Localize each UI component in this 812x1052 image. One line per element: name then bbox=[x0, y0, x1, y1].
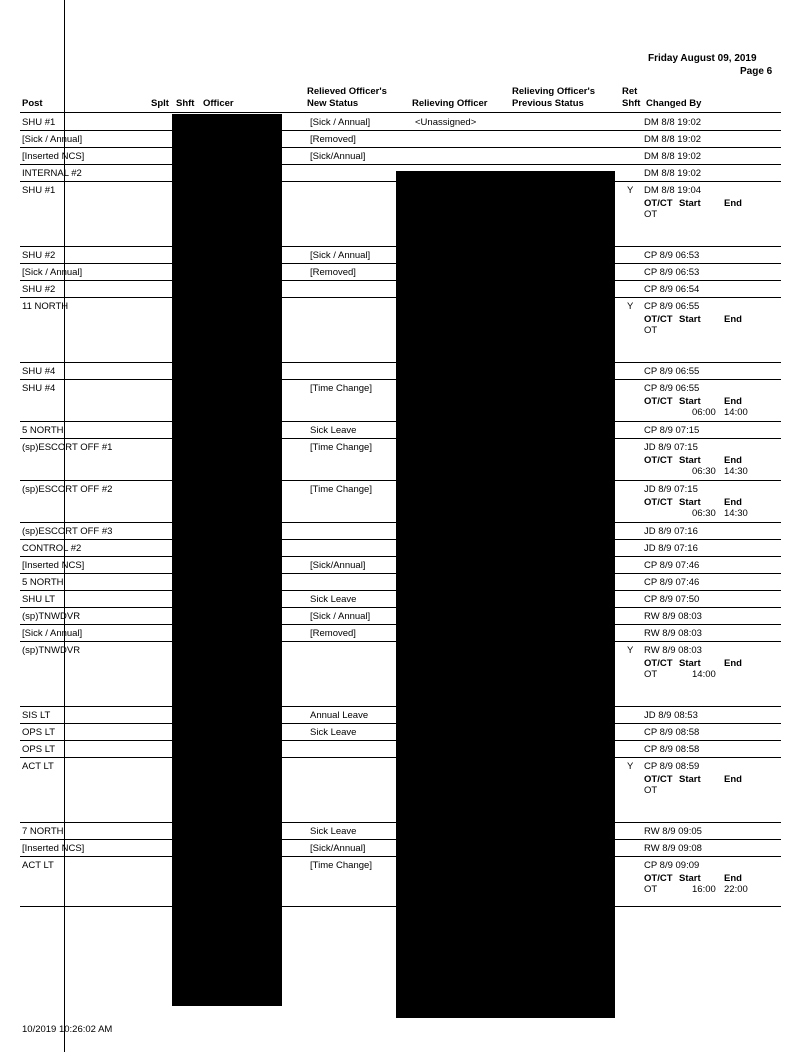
row-changed-by: JD 8/9 07:16 bbox=[644, 526, 698, 537]
row-post: SHU #4 bbox=[22, 383, 56, 394]
row-changed-by: CP 8/9 08:58 bbox=[644, 727, 700, 738]
ot-label-otct: OT/CT bbox=[644, 658, 673, 669]
row-post: (sp)ESCORT OFF #2 bbox=[22, 484, 113, 495]
row-post: OPS LT bbox=[22, 727, 56, 738]
col-ret-1: Ret bbox=[622, 86, 638, 97]
row-relieved-status: [Time Change] bbox=[310, 442, 372, 453]
row-post: OPS LT bbox=[22, 744, 56, 755]
ot-end: 14:00 bbox=[724, 407, 748, 418]
row-changed-by: RW 8/9 09:05 bbox=[644, 826, 702, 837]
row-relieved-status: [Sick / Annual] bbox=[310, 250, 371, 261]
ot-label-end: End bbox=[724, 314, 742, 325]
row-changed-by: CP 8/9 06:55 bbox=[644, 301, 700, 312]
ot-label-start: Start bbox=[679, 873, 701, 884]
ot-label-start: Start bbox=[679, 455, 701, 466]
row-changed-by: CP 8/9 06:54 bbox=[644, 284, 700, 295]
col-splt: Splt bbox=[151, 98, 169, 109]
ot-label-otct: OT/CT bbox=[644, 873, 673, 884]
ot-type: OT bbox=[644, 669, 658, 680]
row-post: (sp)TNWDVR bbox=[22, 611, 81, 622]
row-post: [Inserted NCS] bbox=[22, 151, 85, 162]
ot-label-end: End bbox=[724, 774, 742, 785]
ot-start: 06:30 bbox=[692, 466, 716, 477]
ot-label-otct: OT/CT bbox=[644, 396, 673, 407]
col-relieving-officer: Relieving Officer bbox=[412, 98, 488, 109]
col-relieved-status-2: New Status bbox=[307, 98, 359, 109]
row-relieved-status: Sick Leave bbox=[310, 425, 357, 436]
ot-label-end: End bbox=[724, 198, 742, 209]
ot-label-end: End bbox=[724, 455, 742, 466]
ot-type: OT bbox=[644, 325, 658, 336]
row-post: 5 NORTH bbox=[22, 577, 64, 588]
ot-end: 22:00 bbox=[724, 884, 748, 895]
row-post: (sp)ESCORT OFF #3 bbox=[22, 526, 113, 537]
col-relieved-status-1: Relieved Officer's bbox=[307, 86, 387, 97]
row-post: SIS LT bbox=[22, 710, 51, 721]
row-relieved-status: Sick Leave bbox=[310, 727, 357, 738]
row-relieved-status: [Removed] bbox=[310, 267, 356, 278]
row-post: 11 NORTH bbox=[22, 301, 69, 312]
row-changed-by: CP 8/9 07:50 bbox=[644, 594, 700, 605]
ot-label-start: Start bbox=[679, 198, 701, 209]
col-ret-2: Shft bbox=[622, 98, 641, 109]
ot-label-end: End bbox=[724, 658, 742, 669]
row-post: ACT LT bbox=[22, 761, 54, 772]
row-changed-by: CP 8/9 06:55 bbox=[644, 383, 700, 394]
row-post: (sp)TNWDVR bbox=[22, 645, 81, 656]
row-ret-shift: Y bbox=[627, 301, 634, 312]
row-ret-shift: Y bbox=[627, 185, 634, 196]
ot-start: 14:00 bbox=[692, 669, 716, 680]
row-changed-by: RW 8/9 08:03 bbox=[644, 628, 702, 639]
row-post: 7 NORTH bbox=[22, 826, 64, 837]
ot-label-end: End bbox=[724, 497, 742, 508]
row-relieved-status: Sick Leave bbox=[310, 826, 357, 837]
table-row bbox=[20, 148, 781, 165]
redaction-officer bbox=[172, 114, 282, 1006]
row-relieved-status: [Sick/Annual] bbox=[310, 560, 366, 571]
ot-label-start: Start bbox=[679, 774, 701, 785]
row-post: [Sick / Annual] bbox=[22, 267, 83, 278]
row-post: [Inserted NCS] bbox=[22, 843, 85, 854]
row-post: INTERNAL #2 bbox=[22, 168, 82, 179]
ot-type: OT bbox=[644, 209, 658, 220]
row-changed-by: JD 8/9 08:53 bbox=[644, 710, 698, 721]
ot-label-end: End bbox=[724, 873, 742, 884]
row-changed-by: DM 8/8 19:02 bbox=[644, 134, 702, 145]
row-changed-by: DM 8/8 19:02 bbox=[644, 151, 702, 162]
col-post: Post bbox=[22, 98, 43, 109]
ot-end: 14:30 bbox=[724, 466, 748, 477]
row-post: [Sick / Annual] bbox=[22, 628, 83, 639]
row-changed-by: RW 8/9 08:03 bbox=[644, 645, 702, 656]
row-changed-by: DM 8/8 19:02 bbox=[644, 117, 702, 128]
redaction-relieving bbox=[396, 171, 615, 1018]
row-relieved-status: Sick Leave bbox=[310, 594, 357, 605]
row-post: [Sick / Annual] bbox=[22, 134, 83, 145]
ot-label-otct: OT/CT bbox=[644, 198, 673, 209]
row-relieved-status: [Sick / Annual] bbox=[310, 611, 371, 622]
row-post: SHU #4 bbox=[22, 366, 56, 377]
row-relieved-status: Annual Leave bbox=[310, 710, 369, 721]
row-relieved-status: [Time Change] bbox=[310, 383, 372, 394]
row-relieved-status: [Time Change] bbox=[310, 860, 372, 871]
print-timestamp: 10/2019 10:26:02 AM bbox=[22, 1024, 113, 1035]
col-changed-by: Changed By bbox=[646, 98, 702, 109]
ot-label-start: Start bbox=[679, 497, 701, 508]
row-changed-by: CP 8/9 06:53 bbox=[644, 250, 700, 261]
row-post: 5 NORTH bbox=[22, 425, 64, 436]
col-officer: Officer bbox=[203, 98, 234, 109]
ot-end: 14:30 bbox=[724, 508, 748, 519]
row-relieving-officer: <Unassigned> bbox=[415, 117, 477, 128]
col-relieving-prev-2: Previous Status bbox=[512, 98, 584, 109]
row-post: SHU #1 bbox=[22, 185, 56, 196]
ot-start: 06:30 bbox=[692, 508, 716, 519]
col-relieving-prev-1: Relieving Officer's bbox=[512, 86, 596, 97]
ot-start: 16:00 bbox=[692, 884, 716, 895]
row-relieved-status: [Removed] bbox=[310, 628, 356, 639]
row-post: SHU #2 bbox=[22, 250, 56, 261]
ot-label-otct: OT/CT bbox=[644, 455, 673, 466]
row-changed-by: CP 8/9 09:09 bbox=[644, 860, 700, 871]
row-relieved-status: [Sick / Annual] bbox=[310, 117, 371, 128]
ot-label-otct: OT/CT bbox=[644, 314, 673, 325]
row-changed-by: RW 8/9 08:03 bbox=[644, 611, 702, 622]
ot-label-end: End bbox=[724, 396, 742, 407]
header-rule bbox=[20, 112, 781, 113]
table-row bbox=[20, 131, 781, 148]
ot-type: OT bbox=[644, 785, 658, 796]
ot-label-start: Start bbox=[679, 396, 701, 407]
row-changed-by: CP 8/9 07:15 bbox=[644, 425, 700, 436]
row-changed-by: CP 8/9 06:55 bbox=[644, 366, 700, 377]
table-row bbox=[20, 114, 781, 131]
row-post: ACT LT bbox=[22, 860, 54, 871]
row-post: CONTROL #2 bbox=[22, 543, 82, 554]
ot-label-start: Start bbox=[679, 314, 701, 325]
row-changed-by: RW 8/9 09:08 bbox=[644, 843, 702, 854]
row-changed-by: CP 8/9 08:58 bbox=[644, 744, 700, 755]
row-relieved-status: [Time Change] bbox=[310, 484, 372, 495]
row-changed-by: CP 8/9 06:53 bbox=[644, 267, 700, 278]
row-ret-shift: Y bbox=[627, 761, 634, 772]
ot-label-start: Start bbox=[679, 658, 701, 669]
row-changed-by: CP 8/9 07:46 bbox=[644, 560, 700, 571]
row-changed-by: JD 8/9 07:15 bbox=[644, 484, 698, 495]
row-changed-by: DM 8/8 19:02 bbox=[644, 168, 702, 179]
ot-label-otct: OT/CT bbox=[644, 774, 673, 785]
row-ret-shift: Y bbox=[627, 645, 634, 656]
row-changed-by: JD 8/9 07:15 bbox=[644, 442, 698, 453]
row-changed-by: DM 8/8 19:04 bbox=[644, 185, 702, 196]
ot-type: OT bbox=[644, 884, 658, 895]
row-post: [Inserted NCS] bbox=[22, 560, 85, 571]
ot-start: 06:00 bbox=[692, 407, 716, 418]
row-post: SHU #1 bbox=[22, 117, 56, 128]
row-post: SHU LT bbox=[22, 594, 56, 605]
ot-label-otct: OT/CT bbox=[644, 497, 673, 508]
row-changed-by: CP 8/9 07:46 bbox=[644, 577, 700, 588]
page-number: Page 6 bbox=[740, 66, 773, 77]
report-date: Friday August 09, 2019 bbox=[648, 53, 757, 64]
row-post: SHU #2 bbox=[22, 284, 56, 295]
row-relieved-status: [Sick/Annual] bbox=[310, 843, 366, 854]
row-changed-by: JD 8/9 07:16 bbox=[644, 543, 698, 554]
row-changed-by: CP 8/9 08:59 bbox=[644, 761, 700, 772]
col-shft: Shft bbox=[176, 98, 195, 109]
row-relieved-status: [Removed] bbox=[310, 134, 356, 145]
row-post: (sp)ESCORT OFF #1 bbox=[22, 442, 113, 453]
row-relieved-status: [Sick/Annual] bbox=[310, 151, 366, 162]
